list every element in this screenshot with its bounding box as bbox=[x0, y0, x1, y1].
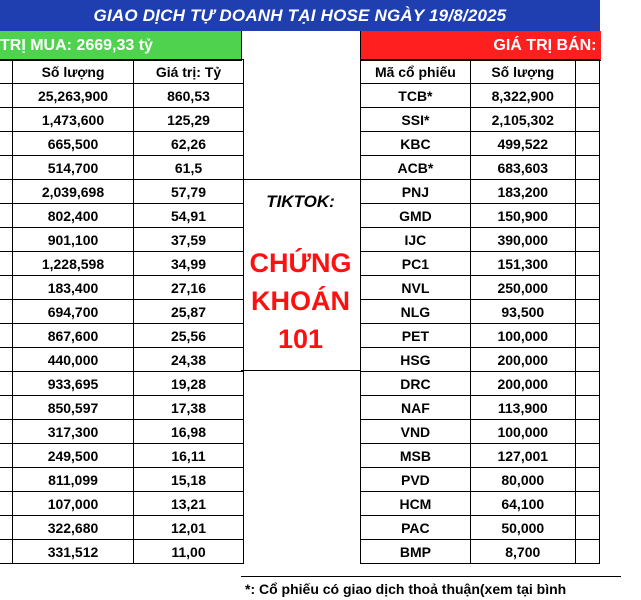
quantity-cell: 200,000 bbox=[470, 372, 575, 396]
table-row bbox=[0, 516, 244, 540]
quantity-cell: 933,695 bbox=[13, 372, 134, 396]
value-cell: 24,38 bbox=[134, 348, 244, 372]
stock-cell: BMP bbox=[361, 540, 471, 564]
value-cell: 25,56 bbox=[134, 324, 244, 348]
stock-cell bbox=[0, 180, 13, 204]
value-cell: 125,29 bbox=[134, 108, 244, 132]
table-row bbox=[361, 396, 600, 420]
column-header-value: Giá trị: Tỷ bbox=[134, 60, 244, 84]
stock-cell: NAF bbox=[361, 396, 471, 420]
table-row bbox=[361, 204, 600, 228]
stock-cell bbox=[0, 348, 13, 372]
table-row bbox=[0, 276, 244, 300]
stock-cell bbox=[0, 540, 13, 564]
quantity-cell: 390,000 bbox=[470, 228, 575, 252]
table-row bbox=[361, 276, 600, 300]
column-header-stock: Mã cổ phiếu bbox=[361, 60, 471, 84]
quantity-cell: 665,500 bbox=[13, 132, 134, 156]
quantity-cell: 901,100 bbox=[13, 228, 134, 252]
quantity-cell: 694,700 bbox=[13, 300, 134, 324]
value-cell: 25,87 bbox=[134, 300, 244, 324]
table-row bbox=[0, 492, 244, 516]
table-row bbox=[0, 156, 244, 180]
table-row bbox=[0, 396, 244, 420]
quantity-cell: 317,300 bbox=[13, 420, 134, 444]
stock-cell: SSI* bbox=[361, 108, 471, 132]
table-row bbox=[361, 228, 600, 252]
value-cell: 57,79 bbox=[134, 180, 244, 204]
table-row bbox=[361, 540, 600, 564]
stock-cell: NLG bbox=[361, 300, 471, 324]
value-cell bbox=[575, 180, 599, 204]
stock-cell: PNJ bbox=[361, 180, 471, 204]
table-row bbox=[0, 324, 244, 348]
column-header-quantity: Số lượng bbox=[13, 60, 134, 84]
quantity-cell: 80,000 bbox=[470, 468, 575, 492]
table-row bbox=[361, 324, 600, 348]
value-cell bbox=[575, 492, 599, 516]
quantity-cell: 683,603 bbox=[470, 156, 575, 180]
value-cell bbox=[575, 372, 599, 396]
stock-cell: PVD bbox=[361, 468, 471, 492]
table-row bbox=[0, 204, 244, 228]
quantity-cell: 100,000 bbox=[470, 420, 575, 444]
quantity-cell: 499,522 bbox=[470, 132, 575, 156]
quantity-cell: 113,900 bbox=[470, 396, 575, 420]
stock-cell bbox=[0, 396, 13, 420]
stock-cell bbox=[0, 204, 13, 228]
stock-cell bbox=[0, 156, 13, 180]
value-cell: 11,00 bbox=[134, 540, 244, 564]
stock-cell: PET bbox=[361, 324, 471, 348]
table-row bbox=[0, 300, 244, 324]
quantity-cell: 249,500 bbox=[13, 444, 134, 468]
sell-table bbox=[360, 59, 600, 564]
quantity-cell: 200,000 bbox=[470, 348, 575, 372]
value-cell: 27,16 bbox=[134, 276, 244, 300]
table-row bbox=[0, 180, 244, 204]
value-cell: 62,26 bbox=[134, 132, 244, 156]
stock-cell bbox=[0, 324, 13, 348]
table-row bbox=[361, 252, 600, 276]
value-cell bbox=[575, 276, 599, 300]
stock-cell bbox=[0, 228, 13, 252]
value-cell: 34,99 bbox=[134, 252, 244, 276]
stock-cell bbox=[0, 492, 13, 516]
table-row bbox=[361, 516, 600, 540]
tiktok-label: TIKTOK: bbox=[266, 192, 335, 211]
value-cell: 17,38 bbox=[134, 396, 244, 420]
table-row bbox=[0, 108, 244, 132]
quantity-cell: 183,400 bbox=[13, 276, 134, 300]
stock-cell: MSB bbox=[361, 444, 471, 468]
table-row bbox=[361, 108, 600, 132]
quantity-cell: 151,300 bbox=[470, 252, 575, 276]
value-cell bbox=[575, 468, 599, 492]
stock-cell bbox=[0, 300, 13, 324]
table-header-row bbox=[361, 60, 600, 84]
stock-cell bbox=[0, 108, 13, 132]
table-row bbox=[0, 84, 244, 108]
quantity-cell: 150,900 bbox=[470, 204, 575, 228]
value-cell bbox=[575, 420, 599, 444]
table-row bbox=[361, 348, 600, 372]
value-cell bbox=[575, 300, 599, 324]
table-row bbox=[361, 84, 600, 108]
table-row bbox=[361, 132, 600, 156]
value-cell bbox=[575, 228, 599, 252]
quantity-cell: 1,228,598 bbox=[13, 252, 134, 276]
value-cell bbox=[575, 156, 599, 180]
table-row bbox=[0, 252, 244, 276]
brand-line: CHỨNG bbox=[249, 248, 352, 278]
stock-cell bbox=[0, 84, 13, 108]
table-row bbox=[361, 300, 600, 324]
table-row bbox=[0, 132, 244, 156]
quantity-cell: 25,263,900 bbox=[13, 84, 134, 108]
sell-total-label: GIÁ TRỊ BÁN: 1391, bbox=[493, 36, 641, 54]
quantity-cell: 811,099 bbox=[13, 468, 134, 492]
value-cell: 13,21 bbox=[134, 492, 244, 516]
table-header-row bbox=[0, 60, 244, 84]
quantity-cell: 867,600 bbox=[13, 324, 134, 348]
center-brand-panel bbox=[241, 31, 360, 576]
buy-total-header bbox=[0, 31, 242, 61]
quantity-cell: 250,000 bbox=[470, 276, 575, 300]
quantity-cell: 100,000 bbox=[470, 324, 575, 348]
table-row bbox=[0, 372, 244, 396]
stock-cell: PC1 bbox=[361, 252, 471, 276]
stock-cell: ACB* bbox=[361, 156, 471, 180]
table-row bbox=[0, 444, 244, 468]
quantity-cell: 64,100 bbox=[470, 492, 575, 516]
buy-total-label: TRỊ MUA: 2669,33 tỷ bbox=[0, 36, 153, 54]
value-cell: 16,98 bbox=[134, 420, 244, 444]
value-cell: 860,53 bbox=[134, 84, 244, 108]
quantity-cell: 1,473,600 bbox=[13, 108, 134, 132]
table-row bbox=[0, 228, 244, 252]
quantity-cell: 50,000 bbox=[470, 516, 575, 540]
value-cell bbox=[575, 396, 599, 420]
value-cell: 19,28 bbox=[134, 372, 244, 396]
table-row bbox=[0, 468, 244, 492]
quantity-cell: 2,039,698 bbox=[13, 180, 134, 204]
value-cell bbox=[575, 444, 599, 468]
stock-cell: NVL bbox=[361, 276, 471, 300]
stock-cell: HCM bbox=[361, 492, 471, 516]
quantity-cell: 8,700 bbox=[470, 540, 575, 564]
stock-cell bbox=[0, 420, 13, 444]
column-header-value bbox=[575, 60, 599, 84]
sell-table-body bbox=[361, 84, 600, 564]
table-row bbox=[0, 348, 244, 372]
brand-line: KHOÁN bbox=[251, 286, 350, 316]
value-cell: 15,18 bbox=[134, 468, 244, 492]
stock-cell: DRC bbox=[361, 372, 471, 396]
value-cell bbox=[575, 348, 599, 372]
value-cell: 12,01 bbox=[134, 516, 244, 540]
footnote bbox=[241, 576, 621, 600]
table-row bbox=[361, 156, 600, 180]
value-cell bbox=[575, 108, 599, 132]
quantity-cell: 183,200 bbox=[470, 180, 575, 204]
quantity-cell: 107,000 bbox=[13, 492, 134, 516]
stock-cell: KBC bbox=[361, 132, 471, 156]
value-cell: 54,91 bbox=[134, 204, 244, 228]
value-cell bbox=[575, 204, 599, 228]
table-row bbox=[0, 420, 244, 444]
table-row bbox=[361, 420, 600, 444]
stock-cell bbox=[0, 276, 13, 300]
value-cell bbox=[575, 84, 599, 108]
stock-cell: PAC bbox=[361, 516, 471, 540]
brand-name bbox=[241, 244, 360, 358]
stock-cell: HSG bbox=[361, 348, 471, 372]
table-row bbox=[361, 444, 600, 468]
quantity-cell: 850,597 bbox=[13, 396, 134, 420]
stock-cell bbox=[0, 252, 13, 276]
table-row bbox=[361, 468, 600, 492]
table-row bbox=[361, 180, 600, 204]
quantity-cell: 322,680 bbox=[13, 516, 134, 540]
divider bbox=[241, 370, 360, 371]
quantity-cell: 93,500 bbox=[470, 300, 575, 324]
table-row bbox=[361, 492, 600, 516]
value-cell bbox=[575, 324, 599, 348]
value-cell: 37,59 bbox=[134, 228, 244, 252]
value-cell bbox=[575, 516, 599, 540]
footnote-text: *: Cổ phiếu có giao dịch thoả thuận(xem tại bình bbox=[245, 580, 567, 597]
value-cell bbox=[575, 540, 599, 564]
value-cell: 61,5 bbox=[134, 156, 244, 180]
stock-cell: TCB* bbox=[361, 84, 471, 108]
stock-cell bbox=[0, 468, 13, 492]
value-cell: 16,11 bbox=[134, 444, 244, 468]
table-row bbox=[361, 372, 600, 396]
stock-cell bbox=[0, 444, 13, 468]
page-title: GIAO DỊCH TỰ DOANH TẠI HOSE NGÀY 19/8/2025 bbox=[0, 0, 600, 31]
quantity-cell: 440,000 bbox=[13, 348, 134, 372]
column-header-quantity: Số lượng bbox=[470, 60, 575, 84]
stock-cell bbox=[0, 132, 13, 156]
buy-table bbox=[0, 59, 244, 564]
quantity-cell: 8,322,900 bbox=[470, 84, 575, 108]
quantity-cell: 2,105,302 bbox=[470, 108, 575, 132]
quantity-cell: 127,001 bbox=[470, 444, 575, 468]
column-header-stock bbox=[0, 60, 13, 84]
stock-cell bbox=[0, 372, 13, 396]
stock-cell bbox=[0, 516, 13, 540]
stock-cell: VND bbox=[361, 420, 471, 444]
divider bbox=[241, 179, 360, 180]
value-cell bbox=[575, 132, 599, 156]
sell-total-header bbox=[360, 31, 641, 61]
quantity-cell: 331,512 bbox=[13, 540, 134, 564]
quantity-cell: 514,700 bbox=[13, 156, 134, 180]
table-row bbox=[0, 540, 244, 564]
quantity-cell: 802,400 bbox=[13, 204, 134, 228]
brand-line: 101 bbox=[277, 324, 324, 354]
stock-cell: GMD bbox=[361, 204, 471, 228]
value-cell bbox=[575, 252, 599, 276]
buy-table-body bbox=[0, 84, 244, 564]
stock-cell: IJC bbox=[361, 228, 471, 252]
